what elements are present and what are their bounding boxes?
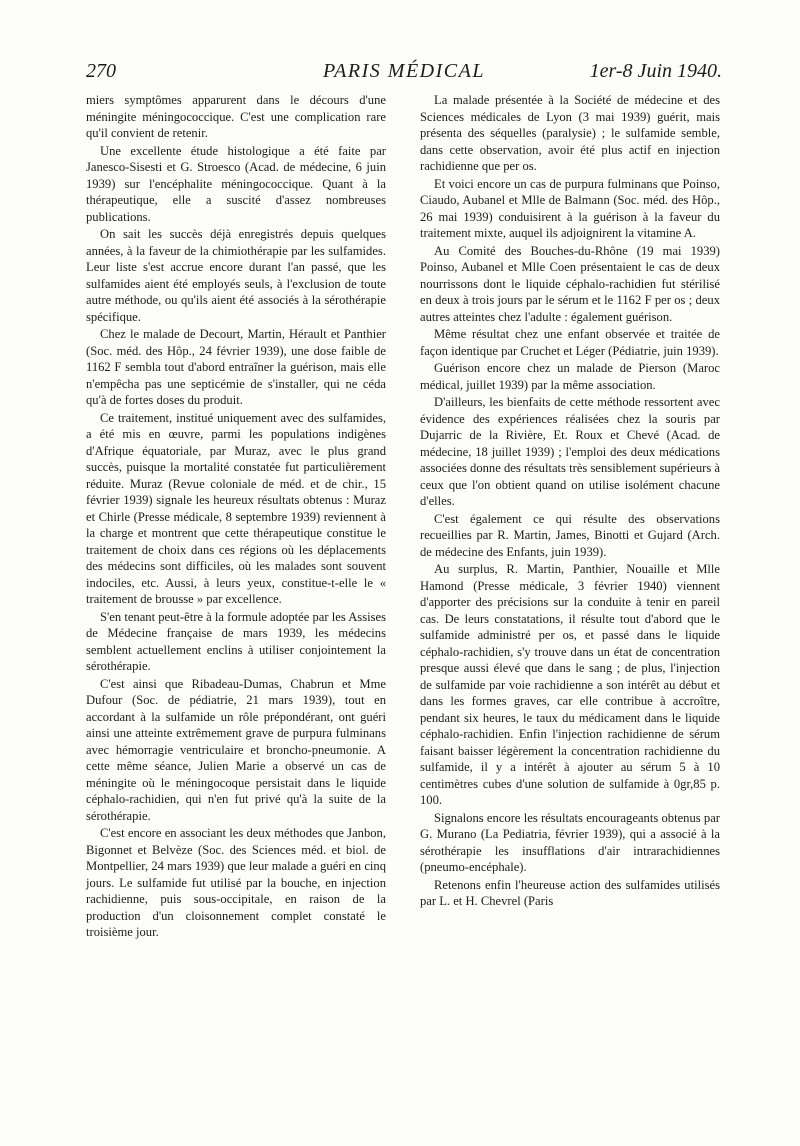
left-column [86, 92, 386, 941]
paragraph: On sait les succès déjà enregistrés depuis quelques années, à la faveur de la chimiothérapie par les sulfamides. Leur liste s'est accrue encore durant l'an passé, que les sulfamides aient été employés seuls, à l'exclusion de toute autre méthode, ou qu'ils aient été associés à la sérothérapie spécifique. [86, 227, 386, 324]
paragraph: Guérison encore chez un malade de Pierson (Maroc médical, juillet 1939) par la même association. [420, 361, 720, 392]
paragraph: Même résultat chez une enfant observée et traitée de façon identique par Cruchet et Léger (Pédiatrie, juin 1939). [420, 327, 720, 358]
paragraph: Ce traitement, institué uniquement avec des sulfamides, a été mis en œuvre, parmi les populations indigènes d'Afrique équatoriale, par Muraz, avec le plus grand succès, puisque la mortalité constatée fut particulièrement réduite. Muraz (Revue coloniale de méd. et de chir., 15 février 1939) signale les heureux résultats obtenus : Muraz et Chirle (Presse médicale, 8 septembre 1939) reviennent à la charge et montrent que cette thérapeutique constitue le traitement de choix dans ces régions où les déplacements des médecins sont difficiles, où les malades sont souvent indociles, etc. Aussi, à leurs yeux, constitue-t-elle le « traitement de brousse » par excellence. [86, 410, 386, 606]
journal-title: PARIS MÉDICAL [323, 60, 485, 82]
paragraph: Chez le malade de Decourt, Martin, Hérault et Panthier (Soc. méd. des Hôp., 24 février 1939), une dose faible de 1162 F sembla tout d'abord entraîner la guérison, mais elle n'empêcha pas une septicémie de s'installer, qui ne céda qu'à de fortes doses du produit. [86, 327, 386, 407]
paragraph: Au Comité des Bouches-du-Rhône (19 mai 1939) Poinso, Aubanel et Mlle Coen présentaient le cas de deux nourrissons dont le liquide céphalo-rachidien fut stérilisé en deux à trois jours par le sérum et le 1162 F per os ; deux autres atteintes chez l'adulte : également guérison. [420, 243, 720, 324]
paragraph: Et voici encore un cas de purpura fulminans que Poinso, Ciaudo, Aubanel et Mlle de Balmann (Soc. méd. des Hôp., 26 mai 1939) conduisirent à la guérison à la faveur du traitement mixte, auquel ils adjoignirent la vitamine A. [420, 176, 720, 240]
paragraph: C'est encore en associant les deux méthodes que Janbon, Bigonnet et Belvèze (Soc. des Sciences méd. et biol. de Montpellier, 24 mars 1939) que leur malade a guéri en cinq jours. Le sulfamide fut utilisé par la bouche, en injection rachidienne, puis sous-occipitale, en raison de la production d'un cloisonnement complet constaté le troisième jour. [86, 826, 386, 939]
paragraph: La malade présentée à la Société de médecine et des Sciences médicales de Lyon (3 mai 1939) guérit, mais présenta des séquelles (paralysie) ; le sulfamide semble, dans cette observation, avoir été plus actif en injection rachidienne que per os. [420, 93, 720, 173]
paragraph: C'est également ce qui résulte des observations recueillies par R. Martin, James, Binotti et Gujard (Arch. de médecine des Enfants, juin 1939). [420, 511, 720, 559]
paragraph: Une excellente étude histologique a été faite par Janesco-Sisesti et G. Stroesco (Acad. de médecine, 6 juin 1939) sur l'encéphalite méningococcique. Quant à la thérapeutique, elle a suscité d'assez nombreuses publications. [86, 143, 386, 224]
right-column [420, 92, 720, 910]
paragraph: Au surplus, R. Martin, Panthier, Nouaille et Mlle Hamond (Presse médicale, 3 février 1940) viennent d'apporter des précisions sur la conduite à tenir en pareil cas. De leurs constatations, il résulte tout d'abord que le sulfamide administré per os, et passé dans le liquide céphalo-rachidien, s'y trouve dans un état de concentration presque aussi élevé que dans le sang ; de plus, l'injection de sulfamide par voie rachidienne a son intérêt au début et dans les formes graves, car elle contribue à accroître, pendant six heures, le taux du médicament dans le liquide céphalo-rachidien. Enfin l'injection rachidienne de sérum faisant baisser légèrement la concentration rachidienne du sulfamide, il y a intérêt à ajouter au sérum 5 à 10 centimètres cubes d'une solution de sulfamide à 0gr,85 p. 100. [420, 562, 720, 807]
paragraph: S'en tenant peut-être à la formule adoptée par les Assises de Médecine française de mars 1939, les médecins semblent actuellement enclins à utiliser conjointement la sérothérapie. [86, 609, 386, 673]
paragraph: Signalons encore les résultats encourageants obtenus par G. Murano (La Pediatria, février 1939), qui a associé à la sérothérapie les insufflations d'air intrarachidiennes (pneumo-encéphale). [420, 810, 720, 874]
issue-date: 1er-8 Juin 1940. [589, 60, 722, 82]
paragraph: miers symptômes apparurent dans le décours d'une méningite méningococcique. C'est une complication rare qu'il convient de retenir. [86, 93, 386, 140]
paragraph: D'ailleurs, les bienfaits de cette méthode ressortent avec évidence des expériences réalisées chez la souris par Dujarric de la Rivière, Et. Roux et Chevé (Acad. de médecine, 18 juillet 1939) ; l'emploi des deux médications associées donne des résultats très sensiblement supérieurs à ceux que l'on obtient quand on utilise isolément chacune d'elles. [420, 395, 720, 508]
page-number: 270 [86, 60, 116, 82]
page-header [86, 60, 722, 86]
paragraph: C'est ainsi que Ribadeau-Dumas, Chabrun et Mme Dufour (Soc. de pédiatrie, 21 mars 1939), tout en accordant à la sulfamide un rôle prépondérant, ont guéri ainsi une atteinte extrêmement grave de purpura fulminans avec hémorragie ventriculaire et broncho-pneumonie. A cette même séance, Julien Marie a observé un cas de méningite où le méningocoque persistait dans le liquide céphalo-rachidien, qui n'en fut privé qu'à la suite de la sérothérapie. [86, 676, 386, 823]
paragraph: Retenons enfin l'heureuse action des sulfamides utilisés par L. et H. Chevrel (Paris [420, 877, 720, 908]
